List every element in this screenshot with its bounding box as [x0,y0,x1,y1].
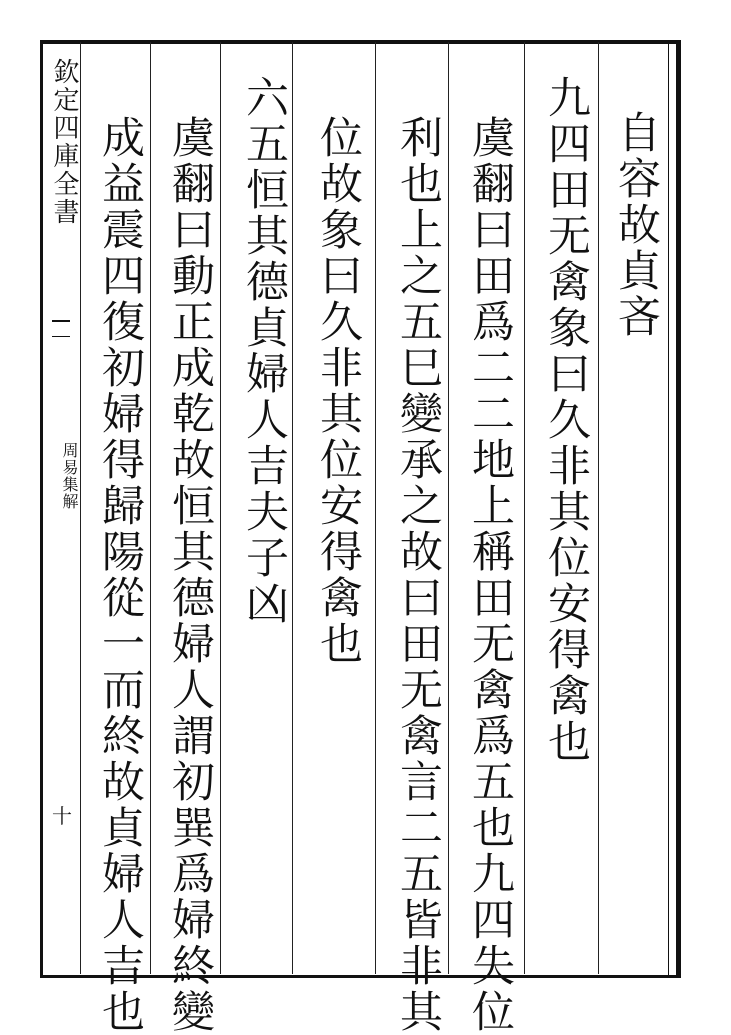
column-rule [220,42,221,974]
text-column-4: 利也上之五巳變承之故曰田无禽言二五皆非其 [393,115,443,1035]
column-rule [598,42,599,974]
page-border-top [40,40,680,44]
margin-collection-title: 欽定四庫全書 [49,58,79,226]
margin-page-number: 十 [52,804,72,828]
text-column-1: 自容故貞吝 [611,110,661,340]
text-column-5: 位故象曰久非其位安得禽也 [313,115,363,667]
column-rule [292,42,293,974]
page-border-left [40,40,43,978]
column-rule [80,42,81,974]
text-column-6: 六五恒其德貞婦人吉夫子凶 [239,75,289,627]
fishtail-mark [52,320,70,337]
column-rule [150,42,151,974]
text-column-7: 虞翻曰動正成乾故恒其德婦人謂初巽爲婦終變 [165,115,215,1035]
margin-book-title: 周易集解 [60,442,79,510]
text-column-3: 虞翻曰田爲二二地上稱田无禽爲五也九四失位 [465,115,515,1035]
page-border-right-inner [668,40,669,978]
column-rule [375,42,376,974]
column-rule [524,42,525,974]
text-column-8: 成益震四復初婦得歸陽從一而終故貞婦人吉也 [95,115,145,1035]
page-border-right [676,40,681,978]
column-rule [448,42,449,974]
text-column-2: 九四田无禽象曰久非其位安得禽也 [541,75,591,765]
